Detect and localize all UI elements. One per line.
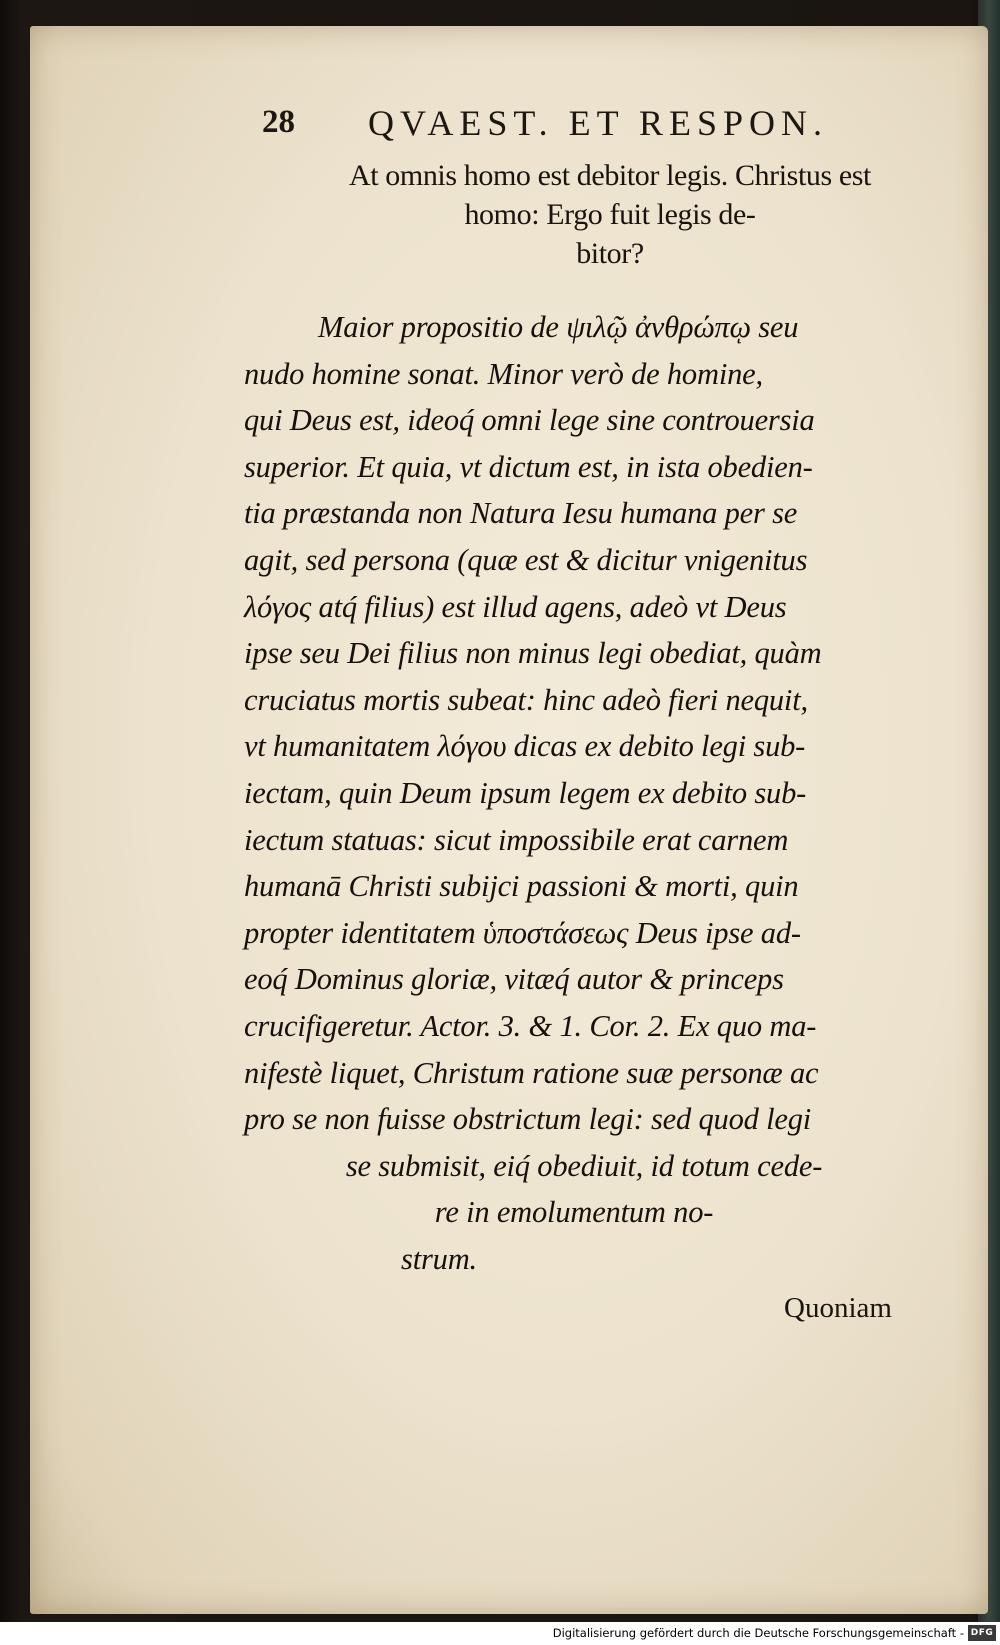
answer-line: nifestè liquet, Christum ratione suæ personæ ac — [244, 1055, 819, 1090]
answer-line: strum. — [401, 1241, 477, 1276]
answer-line: nudo homine sonat. Minor verò de homine, — [244, 356, 763, 391]
answer-line: tia præstanda non Natura Iesu humana per se — [244, 496, 798, 531]
question-line: homo: Ergo fuit legis de- — [464, 198, 756, 231]
answer-line: re in emolumentum no- — [434, 1195, 714, 1230]
funding-credit: Digitalisierung gefördert durch die Deutsche Forschungsgemeinschaft - — [552, 1626, 964, 1640]
answer-line: iectam, quin Deum ipsum legem ex debito sub- — [244, 775, 807, 810]
answer-line: cruciatus mortis subeat: hinc adeò fieri nequit, — [244, 682, 808, 717]
answer-line: Maior propositio de ψιλῷ ἀνθρώπῳ seu — [318, 310, 799, 344]
question-heading — [270, 156, 950, 273]
catchword: Quoniam — [784, 1292, 892, 1324]
running-head — [262, 100, 882, 148]
answer-line: se submisit, eiq́ obediuit, id totum cede- — [345, 1148, 823, 1183]
answer-paragraph — [244, 304, 964, 1282]
digitization-footer — [0, 1622, 1000, 1645]
answer-line: pro se non fuisse obstrictum legi: sed quod legi — [244, 1102, 812, 1137]
answer-line: qui Deus est, ideoq́ omni lege sine controuersia — [244, 403, 815, 438]
dfg-logo: DFG — [968, 1625, 996, 1641]
answer-line: humanā Christi subijci passioni & morti, quin — [244, 869, 799, 904]
answer-line: vt humanitatem λόγου dicas ex debito legi sub- — [244, 729, 806, 764]
running-title: QVAEST. ET RESPON. — [368, 103, 829, 143]
answer-line: propter identitatem ὑποστάσεως Deus ipse ad- — [244, 915, 801, 950]
answer-line: ipse seu Dei filius non minus legi obediat, quàm — [244, 636, 822, 671]
answer-line: eoq́ Dominus gloriæ, vitæq́ autor & princeps — [244, 962, 784, 997]
answer-line: iectum statuas: sicut impossibile erat carnem — [244, 822, 789, 857]
answer-line: agit, sed persona (quæ est & dicitur vnigenitus — [244, 542, 808, 577]
answer-line: superior. Et quia, vt dictum est, in ista obedien- — [244, 449, 813, 484]
question-line: At omnis homo est debitor legis. Christus est — [349, 159, 871, 192]
answer-line: λόγος atq́ filius) est illud agens, adeò vt Deus — [244, 589, 787, 624]
answer-line: crucifigeretur. Actor. 3. & 1. Cor. 2. Ex quo ma- — [244, 1008, 817, 1043]
page-number: 28 — [262, 104, 295, 140]
question-line: bitor? — [576, 237, 644, 270]
